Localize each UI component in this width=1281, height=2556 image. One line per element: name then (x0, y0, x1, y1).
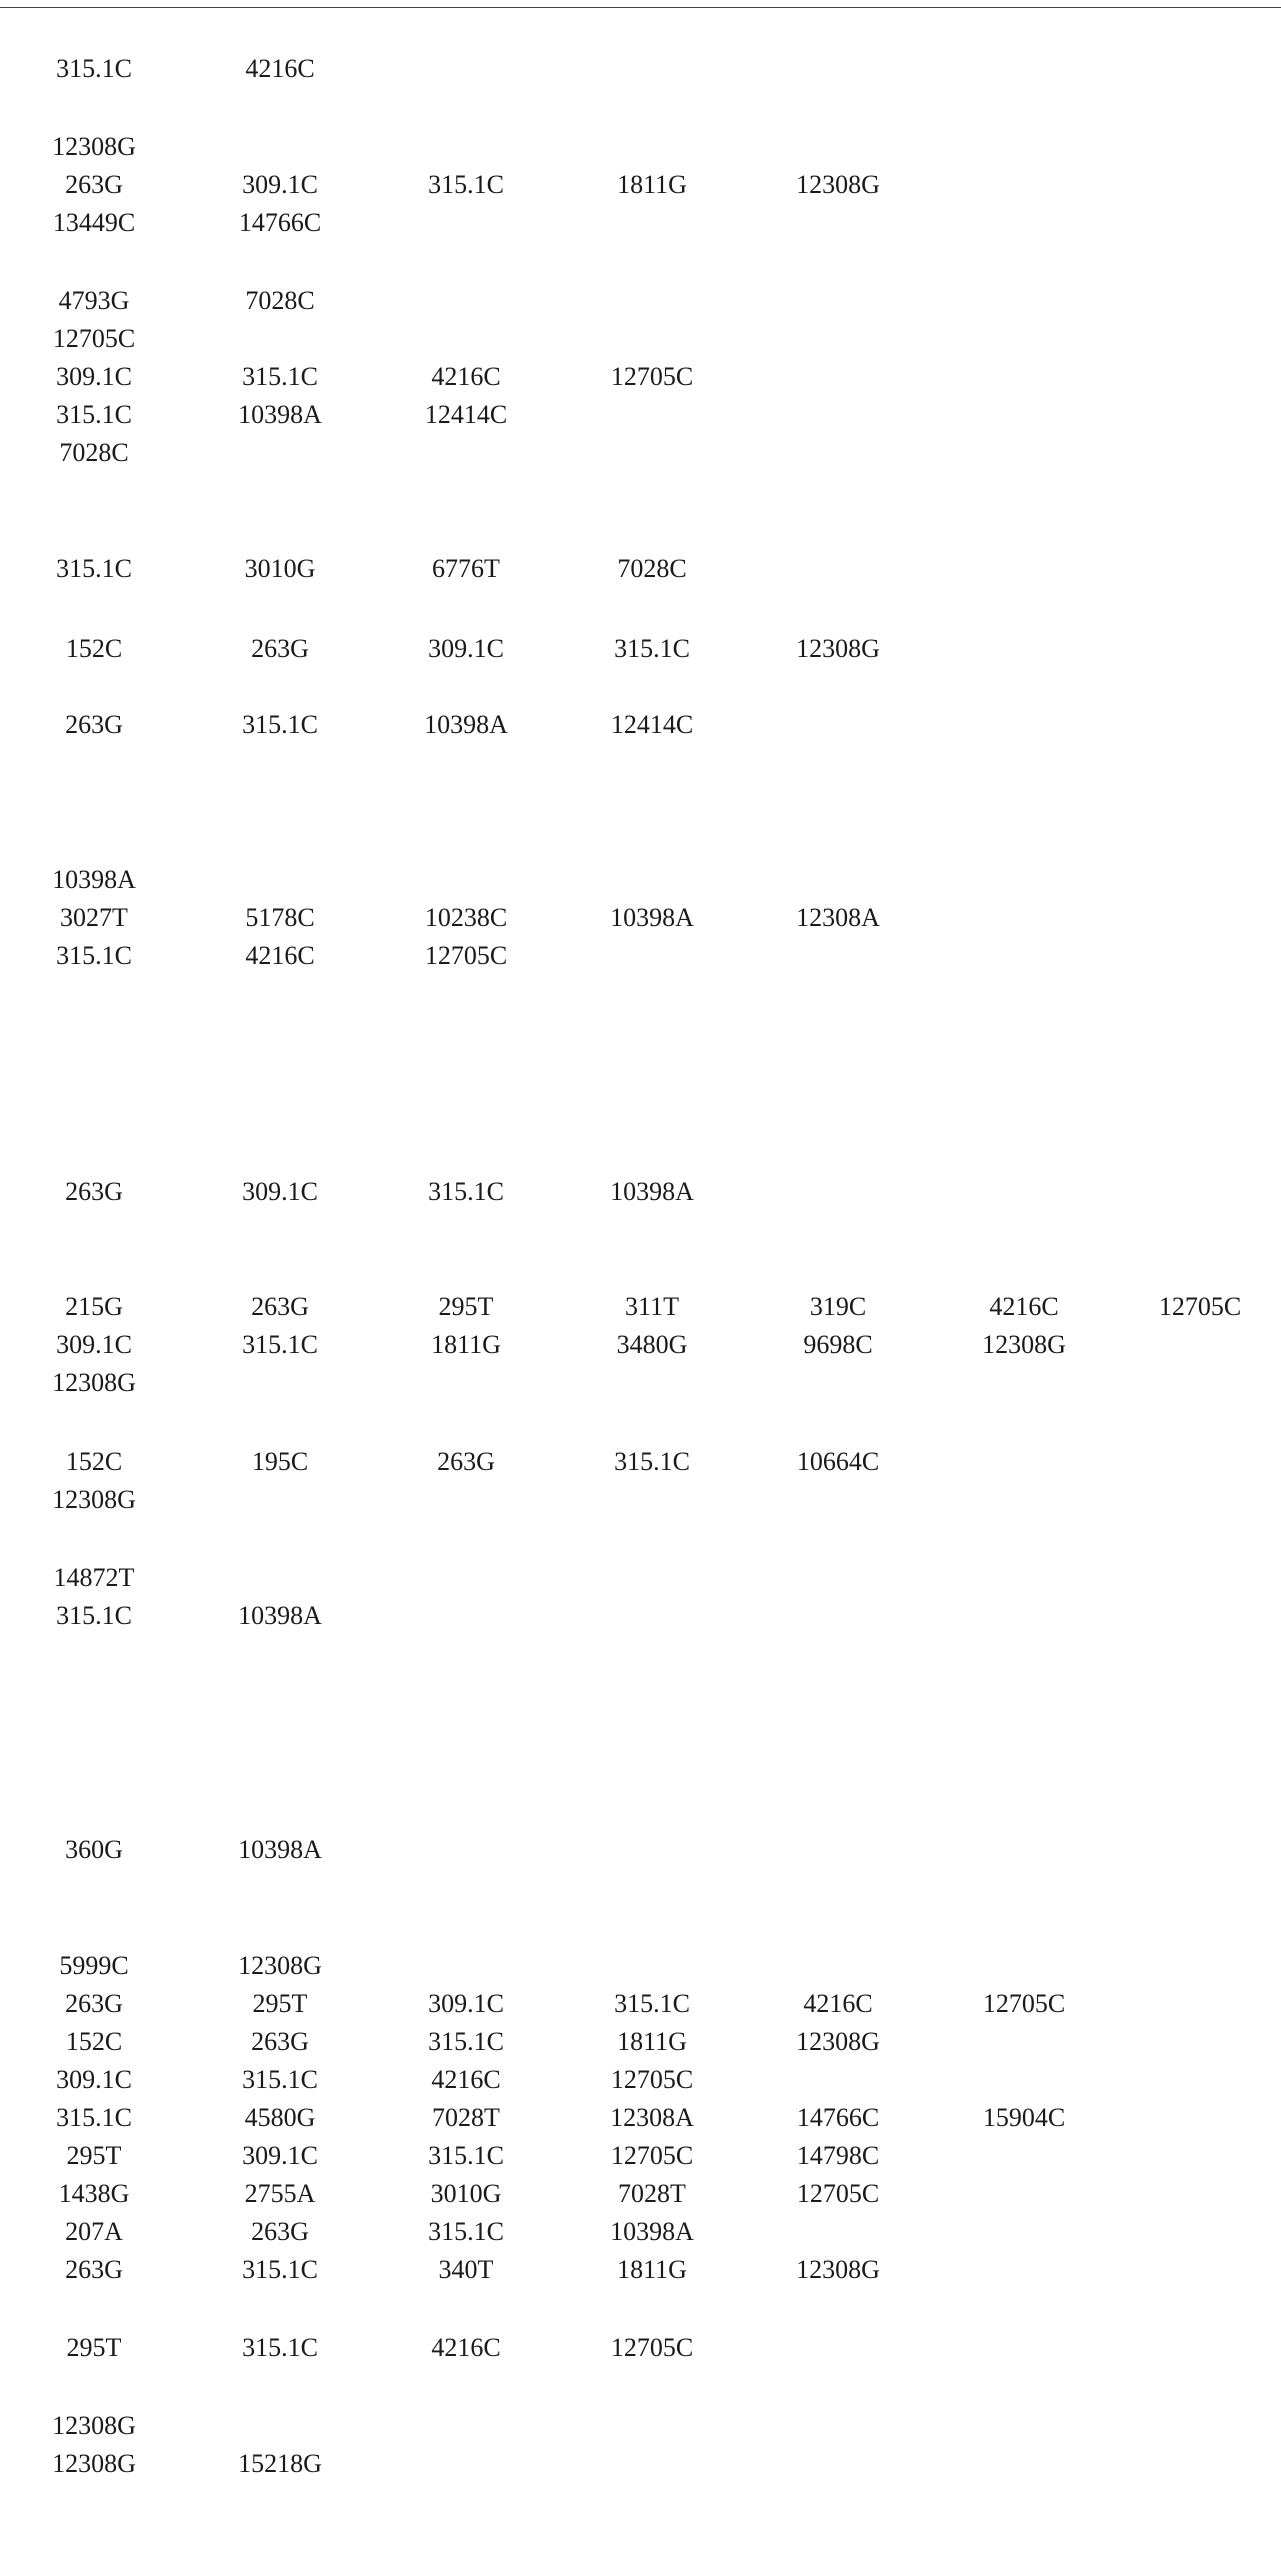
table-row (0, 206, 1281, 240)
mutation-cell: 263G (65, 170, 123, 199)
table-row (0, 1483, 1281, 1517)
mutation-cell: 9698C (803, 1330, 873, 1359)
mutation-cell: 7028C (59, 438, 129, 467)
mutation-cell: 309.1C (428, 634, 504, 663)
mutation-cell: 12308G (796, 2255, 880, 2284)
mutation-cell: 315.1C (428, 2027, 504, 2056)
mutation-cell: 152C (65, 2027, 123, 2056)
table-row (0, 708, 1281, 742)
mutation-cell: 4216C (989, 1292, 1059, 1321)
mutation-cell: 4216C (245, 941, 315, 970)
mutation-cell: 7028T (618, 2179, 686, 2208)
mutation-cell: 12705C (1158, 1292, 1242, 1321)
table-row (0, 2253, 1281, 2287)
mutation-cell: 309.1C (428, 1989, 504, 2018)
table-row (0, 398, 1281, 432)
mutation-cell: 315.1C (242, 710, 318, 739)
table-row (0, 2139, 1281, 2173)
mutation-cell: 1438G (58, 2179, 130, 2208)
mutation-cell: 263G (437, 1447, 495, 1476)
mutation-cell: 309.1C (56, 2065, 132, 2094)
mutation-cell: 315.1C (242, 2333, 318, 2362)
mutation-cell: 12705C (796, 2179, 880, 2208)
mutation-cell: 14798C (796, 2141, 880, 2170)
mutation-cell: 319C (809, 1292, 867, 1321)
mutation-cell: 315.1C (614, 634, 690, 663)
mutation-cell: 12308G (52, 2449, 136, 2478)
table-row (0, 1833, 1281, 1867)
mutation-cell: 12308A (610, 2103, 694, 2132)
mutation-cell: 15904C (982, 2103, 1066, 2132)
table-row (0, 2177, 1281, 2211)
mutation-cell: 12414C (610, 710, 694, 739)
mutation-cell: 10398A (238, 1835, 322, 1864)
mutation-cell: 12308G (796, 634, 880, 663)
table-row (0, 939, 1281, 973)
mutation-cell: 10664C (796, 1447, 880, 1476)
mutation-cell: 309.1C (242, 1177, 318, 1206)
mutation-cell: 1811G (617, 2027, 687, 2056)
mutation-cell: 10398A (424, 710, 508, 739)
mutation-cell: 4216C (803, 1989, 873, 2018)
mutation-cell: 12308G (238, 1951, 322, 1980)
mutation-cell: 12705C (610, 2141, 694, 2170)
mutation-cell: 315.1C (56, 941, 132, 970)
mutation-cell: 263G (251, 1292, 309, 1321)
table-row (0, 2331, 1281, 2365)
mutation-cell: 311T (625, 1292, 679, 1321)
mutation-cell: 7028T (432, 2103, 500, 2132)
mutation-cell: 4216C (431, 2065, 501, 2094)
mutation-cell: 315.1C (614, 1447, 690, 1476)
mutation-cell: 4580G (244, 2103, 316, 2132)
mutation-cell: 340T (438, 2255, 494, 2284)
mutation-cell: 12308G (982, 1330, 1066, 1359)
mutation-cell: 309.1C (56, 362, 132, 391)
table-row (0, 1175, 1281, 1209)
table-row (0, 1599, 1281, 1633)
mutation-cell: 295T (438, 1292, 494, 1321)
mutation-cell: 207A (65, 2217, 123, 2246)
mutation-cell: 12308G (52, 1368, 136, 1397)
mutation-cell: 309.1C (242, 170, 318, 199)
mutation-cell: 152C (65, 1447, 123, 1476)
table-row (0, 2025, 1281, 2059)
mutation-cell: 309.1C (56, 1330, 132, 1359)
mutation-cell: 12705C (610, 2065, 694, 2094)
mutation-cell: 360G (65, 1835, 123, 1864)
mutation-cell: 12308G (52, 132, 136, 161)
mutation-cell: 1811G (617, 170, 687, 199)
mutation-cell: 315.1C (242, 2255, 318, 2284)
mutation-cell: 4793G (58, 286, 130, 315)
mutation-cell: 263G (251, 2027, 309, 2056)
mutation-cell: 12308G (52, 1485, 136, 1514)
table-row (0, 2409, 1281, 2443)
mutation-cell: 1811G (431, 1330, 501, 1359)
mutation-cell: 14872T (53, 1563, 135, 1592)
mutation-cell: 315.1C (428, 2217, 504, 2246)
mutation-cell: 2755A (244, 2179, 316, 2208)
table-row (0, 901, 1281, 935)
mutation-cell: 263G (65, 2255, 123, 2284)
mutation-cell: 5999C (59, 1951, 129, 1980)
mutation-cell: 12308G (796, 170, 880, 199)
mutation-cell: 3027T (60, 903, 128, 932)
mutation-cell: 295T (66, 2141, 122, 2170)
mutation-cell: 315.1C (428, 2141, 504, 2170)
mutation-cell: 295T (66, 2333, 122, 2362)
table-row (0, 2101, 1281, 2135)
mutation-cell: 315.1C (56, 54, 132, 83)
mutation-cell: 3010G (430, 2179, 502, 2208)
mutation-cell: 15218G (238, 2449, 322, 2478)
mutation-cell: 10398A (610, 2217, 694, 2246)
table-row (0, 168, 1281, 202)
mutation-cell: 263G (65, 710, 123, 739)
mutation-cell: 12705C (52, 324, 136, 353)
mutation-cell: 315.1C (242, 1330, 318, 1359)
table-row (0, 863, 1281, 897)
mutation-cell: 10398A (610, 903, 694, 932)
mutation-cell: 10398A (238, 400, 322, 429)
mutation-cell: 215G (65, 1292, 123, 1321)
mutation-cell: 3010G (244, 554, 316, 583)
table-row (0, 2215, 1281, 2249)
table-row (0, 1987, 1281, 2021)
table-row (0, 2447, 1281, 2481)
table-row (0, 1561, 1281, 1595)
mutation-cell: 315.1C (242, 2065, 318, 2094)
mutation-cell: 12308A (796, 903, 880, 932)
mutation-cell: 315.1C (242, 362, 318, 391)
mutation-cell: 14766C (796, 2103, 880, 2132)
mutation-cell: 3480G (616, 1330, 688, 1359)
mutation-cell: 12705C (424, 941, 508, 970)
mutation-cell: 195C (251, 1447, 309, 1476)
mutation-cell: 315.1C (56, 400, 132, 429)
mutation-cell: 14766C (238, 208, 322, 237)
mutation-cell: 12705C (610, 362, 694, 391)
mutation-cell: 12414C (424, 400, 508, 429)
table-row (0, 130, 1281, 164)
mutation-cell: 152C (65, 634, 123, 663)
mutation-cell: 295T (252, 1989, 308, 2018)
mutation-cell: 10398A (610, 1177, 694, 1206)
mutation-cell: 12705C (982, 1989, 1066, 2018)
mutation-cell: 4216C (431, 2333, 501, 2362)
table-row (0, 1366, 1281, 1400)
mutation-cell: 315.1C (56, 2103, 132, 2132)
table-row (0, 322, 1281, 356)
mutation-cell: 10398A (238, 1601, 322, 1630)
table-row (0, 2063, 1281, 2097)
mutation-cell: 10398A (52, 865, 136, 894)
table-row (0, 1328, 1281, 1362)
mutation-cell: 1811G (617, 2255, 687, 2284)
table-row (0, 436, 1281, 470)
mutation-cell: 315.1C (56, 554, 132, 583)
mutation-cell: 4216C (245, 54, 315, 83)
mutation-cell: 6776T (432, 554, 500, 583)
mutation-cell: 4216C (431, 362, 501, 391)
mutation-cell: 263G (251, 634, 309, 663)
mutation-cell: 263G (251, 2217, 309, 2246)
mutation-cell: 13449C (52, 208, 136, 237)
table-row (0, 1949, 1281, 1983)
mutation-cell: 7028C (617, 554, 687, 583)
table-row (0, 360, 1281, 394)
mutation-cell: 10238C (424, 903, 508, 932)
table-row (0, 632, 1281, 666)
mutation-cell: 315.1C (614, 1989, 690, 2018)
mutation-cell: 315.1C (56, 1601, 132, 1630)
mutation-cell: 263G (65, 1177, 123, 1206)
mutation-cell: 7028C (245, 286, 315, 315)
mutation-cell: 315.1C (428, 1177, 504, 1206)
mutation-cell: 12308G (796, 2027, 880, 2056)
mutation-cell: 12308G (52, 2411, 136, 2440)
mutation-cell: 263G (65, 1989, 123, 2018)
table-row (0, 52, 1281, 86)
table-row (0, 552, 1281, 586)
table-row (0, 1445, 1281, 1479)
mutation-cell: 309.1C (242, 2141, 318, 2170)
mutation-cell: 315.1C (428, 170, 504, 199)
table-row (0, 1290, 1281, 1324)
mutation-cell: 5178C (245, 903, 315, 932)
table-row (0, 284, 1281, 318)
mutation-cell: 12705C (610, 2333, 694, 2362)
